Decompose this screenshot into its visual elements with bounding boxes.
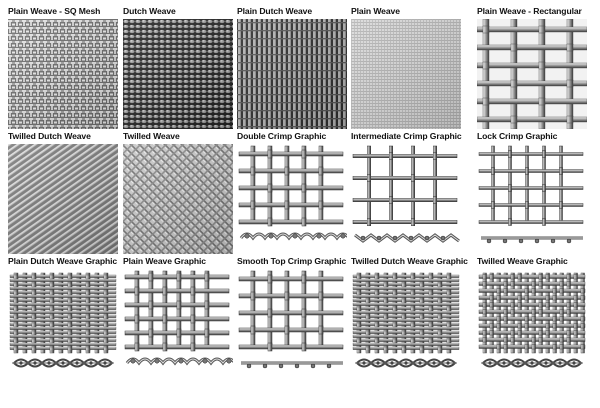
weave-image <box>477 19 587 129</box>
weave-image <box>123 19 233 129</box>
weave-image <box>123 269 233 379</box>
weave-photo <box>237 19 347 129</box>
weave-label: Twilled Dutch Weave <box>8 131 91 141</box>
weave-graphic <box>477 144 587 254</box>
weave-cell-smooth-top-crimp-graphic <box>235 250 349 380</box>
weave-photo <box>123 19 233 129</box>
weave-cell-double-crimp-graphic <box>235 125 349 255</box>
weave-cell-twilled-weave-graphic <box>475 250 589 380</box>
weave-label: Plain Dutch Weave <box>237 6 313 16</box>
weave-cell-lock-crimp-graphic <box>475 125 589 255</box>
weave-label: Twilled Weave Graphic <box>477 256 568 266</box>
weave-photo <box>477 19 587 129</box>
weave-label: Plain Weave - SQ Mesh <box>8 6 101 16</box>
weave-label: Lock Crimp Graphic <box>477 131 558 141</box>
weave-label: Dutch Weave <box>123 6 176 16</box>
weave-graphic <box>237 269 347 379</box>
weave-cell-twilled-dutch-weave <box>6 125 120 255</box>
weave-image <box>8 19 118 129</box>
weave-graphic <box>477 269 587 379</box>
weave-image <box>237 144 347 254</box>
weave-graphic <box>123 269 233 379</box>
weave-photo <box>8 19 118 129</box>
weave-image <box>123 144 233 254</box>
weave-image <box>477 269 587 379</box>
weave-label: Plain Dutch Weave Graphic <box>8 256 118 266</box>
weave-cell-dutch-weave <box>121 0 235 130</box>
weave-cell-plain-weave <box>349 0 463 130</box>
weave-photo <box>351 19 461 129</box>
weave-image <box>8 269 118 379</box>
weave-label: Plain Weave - Rectangular <box>477 6 582 16</box>
weave-graphic <box>237 144 347 254</box>
weave-cell-intermediate-crimp-graphic <box>349 125 463 255</box>
weave-image <box>237 19 347 129</box>
weave-cell-plain-weave-rectangular <box>475 0 589 130</box>
weave-label: Plain Weave Graphic <box>123 256 206 266</box>
weave-label: Double Crimp Graphic <box>237 131 327 141</box>
weave-cell-plain-weave-sq-mesh <box>6 0 120 130</box>
weave-cell-plain-weave-graphic <box>121 250 235 380</box>
weave-graphic <box>8 269 118 379</box>
weave-label: Plain Weave <box>351 6 400 16</box>
weave-cell-plain-dutch-weave-graphic <box>6 250 120 380</box>
weave-cell-twilled-dutch-weave-graphic <box>349 250 468 380</box>
weave-image <box>351 144 461 254</box>
weave-image <box>351 269 461 379</box>
weave-photo <box>123 144 233 254</box>
weave-label: Intermediate Crimp Graphic <box>351 131 462 141</box>
weave-label: Smooth Top Crimp Graphic <box>237 256 347 266</box>
weave-image <box>237 269 347 379</box>
weave-label: Twilled Dutch Weave Graphic <box>351 256 468 266</box>
weave-image <box>477 144 587 254</box>
weave-image <box>351 19 461 129</box>
weave-graphic <box>351 144 461 254</box>
weave-graphic <box>351 269 461 379</box>
weave-cell-twilled-weave <box>121 125 235 255</box>
weave-label: Twilled Weave <box>123 131 180 141</box>
weave-image <box>8 144 118 254</box>
weave-photo <box>8 144 118 254</box>
weave-cell-plain-dutch-weave <box>235 0 349 130</box>
